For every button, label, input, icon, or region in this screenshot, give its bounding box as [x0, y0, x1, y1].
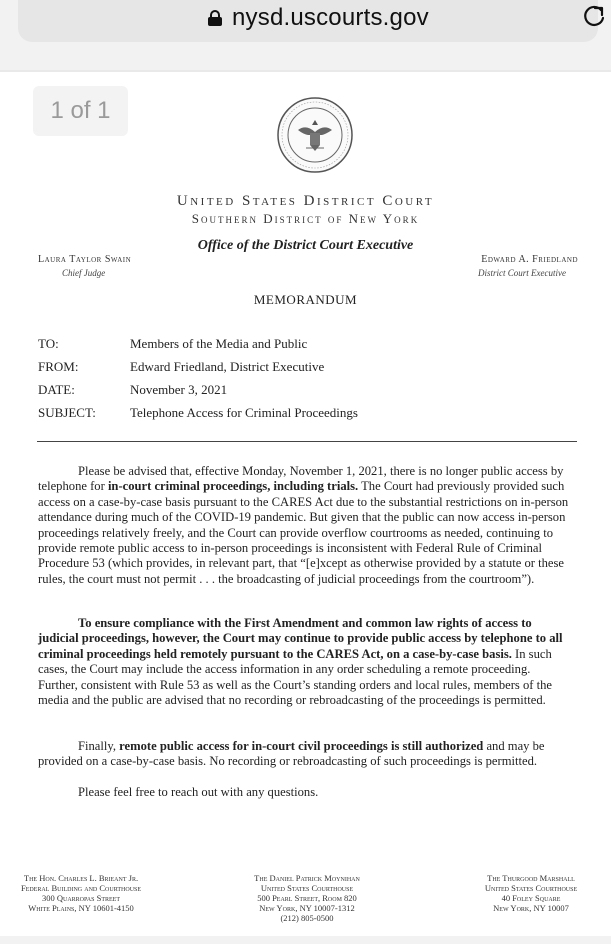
p1-text-a: Please be advised that, effective Monday, November 1, 2021, there is no longer public access by telephone for	[38, 464, 564, 494]
footer-line: White Plains, NY 10601-4150	[28, 903, 134, 913]
header-rule	[37, 441, 577, 442]
footer-line: Federal Building and Courthouse	[20, 883, 142, 893]
subject-value: Telephone Access for Criminal Proceedings	[130, 405, 358, 420]
footer-line: United States Courthouse	[260, 883, 354, 893]
to-value: Members of the Media and Public	[130, 336, 308, 351]
footer-line: 40 Foley Square	[501, 893, 561, 903]
reload-icon[interactable]	[581, 4, 607, 30]
footer-line: 300 Quarropas Street	[42, 893, 120, 903]
footer-line: New York, NY 10007-1312	[259, 903, 355, 913]
address-bar[interactable]	[18, 0, 598, 42]
subject-label: SUBJECT:	[38, 405, 96, 420]
court-executive-name: Edward A. Friedland	[481, 254, 578, 265]
court-name: United States District Court	[176, 193, 435, 209]
footer-line: 500 Pearl Street, Room 820	[257, 893, 357, 903]
paragraph-4	[38, 785, 573, 800]
footer-line: The Thurgood Marshall	[487, 873, 575, 883]
p1-bold: in-court criminal proceedings, including trials.	[107, 479, 359, 494]
browser-toolbar	[0, 0, 611, 71]
footer-line: (212) 805-0500	[280, 913, 334, 923]
paragraph-1	[38, 464, 573, 587]
date-value: November 3, 2021	[130, 382, 228, 397]
footer-line: The Hon. Charles L. Brieant Jr.	[23, 873, 139, 883]
court-executive-title: District Court Executive	[478, 268, 566, 278]
p2-bold: To ensure compliance with the First Amendment and common law rights of access to judicial proceedings, however, the Court may continue to provide public access by telephone to all criminal proceedings held remotely pursuant to the CARES Act, on a case-by-case basis.	[38, 616, 563, 661]
bottom-bar	[0, 936, 611, 944]
chief-judge-name: Laura Taylor Swain	[38, 254, 132, 265]
to-label: TO:	[38, 336, 59, 351]
paragraph-2	[38, 616, 573, 708]
lock-icon	[208, 10, 222, 26]
footer-line: United States Courthouse	[484, 883, 578, 893]
memo-to-row	[38, 336, 307, 352]
footer-marshall	[456, 873, 606, 913]
from-label: FROM:	[38, 359, 79, 374]
paragraph-3	[38, 739, 573, 770]
footer-line: The Daniel Patrick Moynihan	[254, 873, 360, 883]
url-text[interactable]: nysd.uscourts.gov	[232, 4, 429, 31]
p4-text: Please feel free to reach out with any questions.	[78, 785, 319, 799]
p3-bold: remote public access for in-court civil proceedings is still authorized	[119, 739, 484, 753]
court-seal-icon	[276, 96, 354, 174]
memo-from-row	[38, 359, 324, 375]
footer-line: New York, NY 10007	[493, 903, 569, 913]
p3-text-a: Finally,	[78, 739, 120, 753]
from-value: Edward Friedland, District Executive	[130, 359, 325, 374]
memo-date-row	[38, 382, 227, 398]
p1-text-c: The Court had previously provided such access on a case-by-case basis pursuant to the CARES Act due to the substantial restrictions on in-person attendance during much of the COVID-19 pandemic. But given that the public can now access in-person proceedings relatively freely, and the Court can provide overflow courtrooms as needed, continuing to provide remote public access to in-person proceedings is inconsistent with Federal Rule of Criminal Procedure 53 (which provides, in relevant part, that “[e]xcept as otherwise provided by a statute or these rules, the court must not permit . . . the broadcasting of judicial proceedings from the courtroom”).	[38, 479, 569, 586]
p3-text-c: and may be provided on a case-by-case basis. No recording or rebroadcasting of such proceedings is permitted.	[38, 739, 545, 769]
memo-subject-row	[38, 405, 358, 421]
date-label: DATE:	[38, 382, 75, 397]
footer-moynihan	[232, 873, 382, 923]
page-count-badge: 1 of 1	[33, 86, 128, 136]
footer-white-plains	[6, 873, 156, 913]
p2-text-b: In such cases, the Court may include the access information in any order scheduling a remote proceeding. Further, consistent with Rule 53 as well as the Court’s standing orders and local rules, members of the media and the public are advised that no recording or rebroadcasting of the proceedings is permitted.	[38, 646, 552, 708]
chief-judge-title: Chief Judge	[62, 268, 106, 278]
office-title: Office of the District Court Executive	[197, 238, 414, 253]
toolbar-divider	[0, 70, 611, 72]
memo-heading: MEMORANDUM	[253, 292, 358, 307]
district-name: Southern District of New York	[191, 211, 420, 226]
